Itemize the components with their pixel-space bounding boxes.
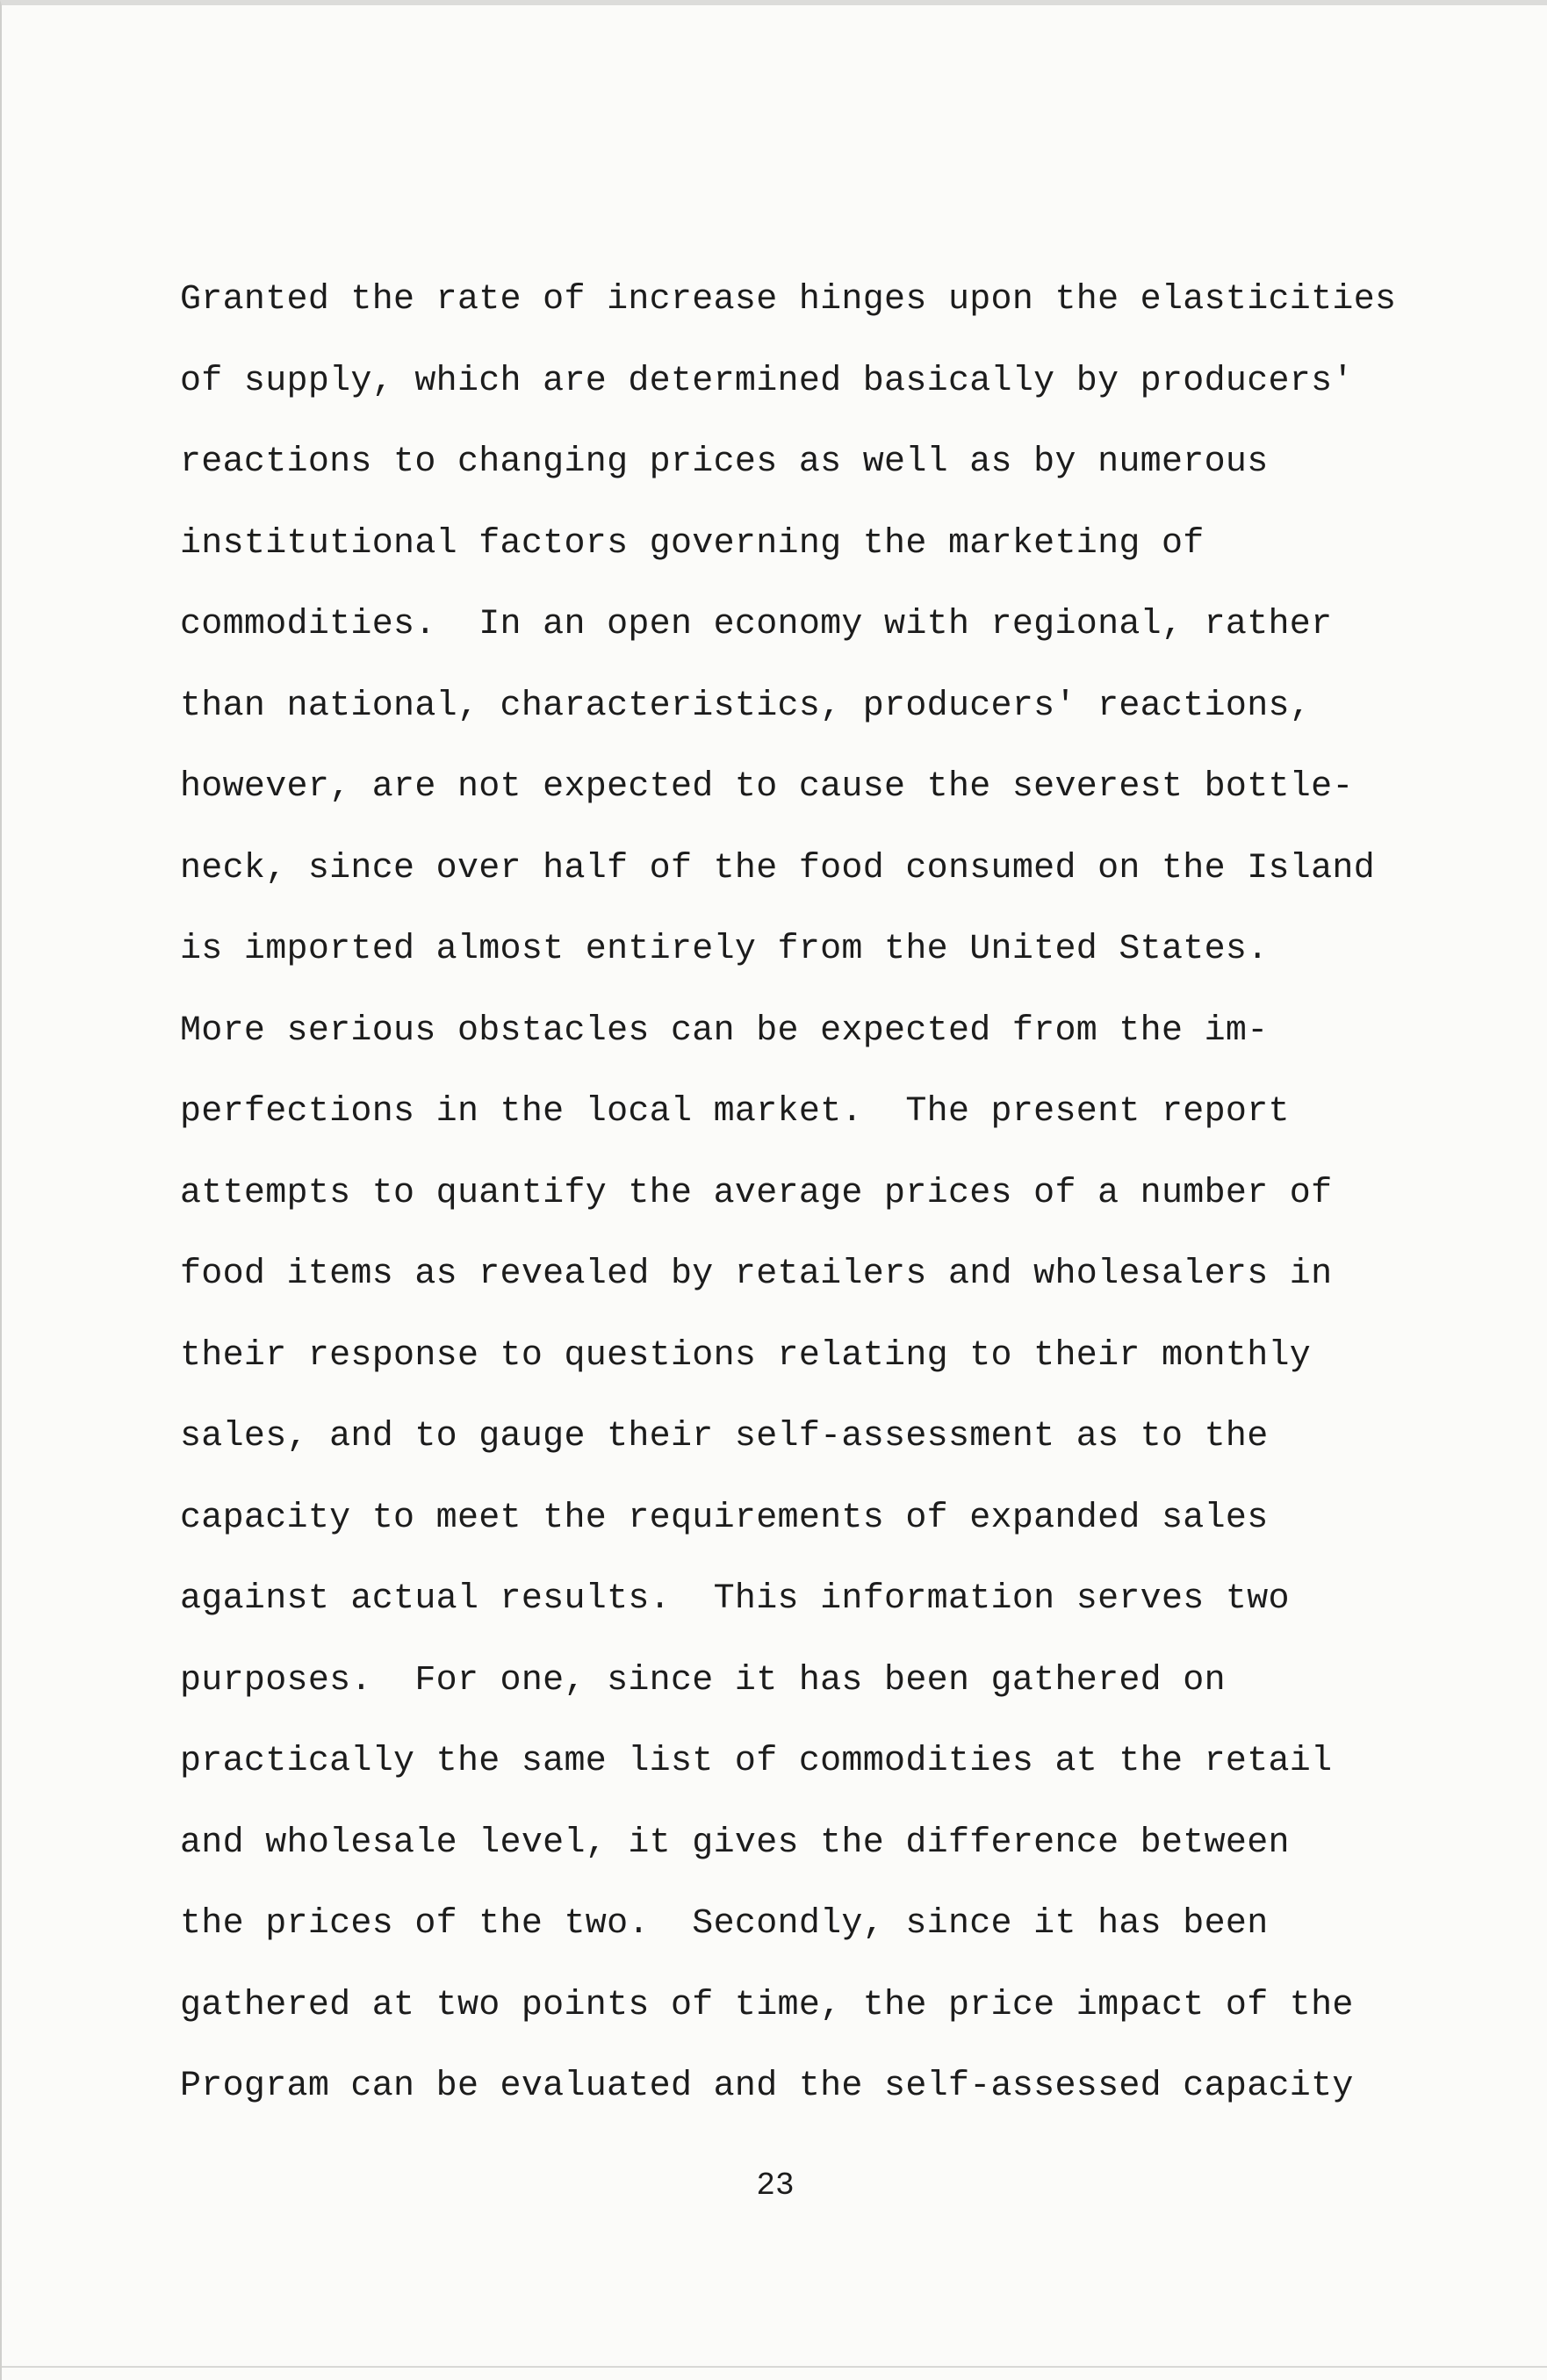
text-line: the prices of the two. Secondly, since it has been <box>180 1904 1269 1944</box>
text-line: gathered at two points of time, the price impact of the <box>180 1985 1354 2025</box>
text-line: is imported almost entirely from the United States. <box>180 930 1269 969</box>
text-line: sales, and to gauge their self-assessment as to the <box>180 1417 1269 1456</box>
text-line: and wholesale level, it gives the difference between <box>180 1823 1290 1863</box>
page-number: 23 <box>756 2168 795 2204</box>
text-line: of supply, which are determined basically by producers' <box>180 361 1354 401</box>
text-line: capacity to meet the requirements of expanded sales <box>180 1498 1269 1538</box>
text-line: than national, characteristics, producers' reactions, <box>180 686 1312 726</box>
body-paragraph <box>180 274 1409 2142</box>
text-line: More serious obstacles can be expected from the im- <box>180 1010 1269 1051</box>
text-line: attempts to quantify the average prices of a number of <box>180 1173 1333 1213</box>
text-line: perfections in the local market. The present report <box>180 1092 1290 1132</box>
text-line: however, are not expected to cause the severest bottle- <box>180 767 1354 807</box>
text-line: practically the same list of commodities at the retail <box>180 1742 1333 1781</box>
text-line: food items as revealed by retailers and wholesalers in <box>180 1255 1333 1294</box>
text-line: Granted the rate of increase hinges upon the elasticities <box>180 280 1397 320</box>
text-line: against actual results. This information serves two <box>180 1579 1290 1619</box>
page-bottom-edge <box>2 2366 1547 2368</box>
text-line: Program can be evaluated and the self-assessed capacity <box>180 2067 1354 2106</box>
text-line: reactions to changing prices as well as by numerous <box>180 442 1269 482</box>
text-line: purposes. For one, since it has been gathered on <box>180 1660 1226 1701</box>
text-line: neck, since over half of the food consumed on the Island <box>180 848 1376 888</box>
text-line: institutional factors governing the marketing of <box>180 523 1205 564</box>
text-line: their response to questions relating to their monthly <box>180 1335 1312 1376</box>
text-line: commodities. In an open economy with regional, rather <box>180 605 1333 644</box>
